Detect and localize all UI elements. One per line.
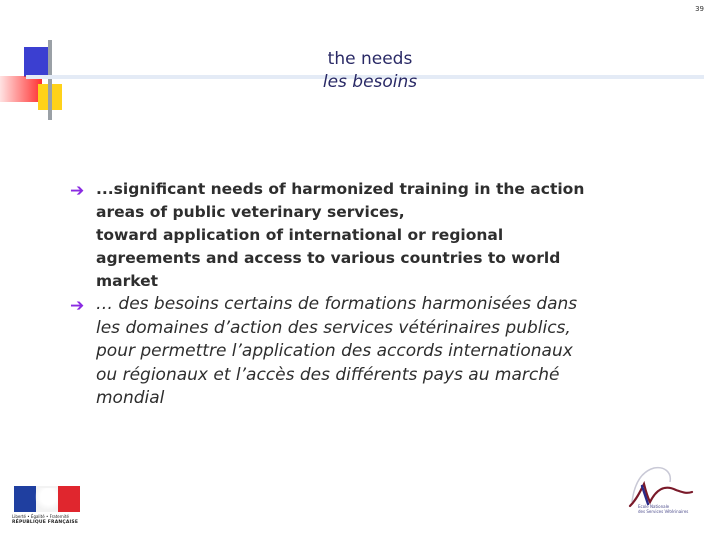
slide-title	[180, 48, 560, 94]
bullet-line: toward application of international or regional	[96, 226, 504, 244]
republic-motto: Liberté • Égalité • Fraternité	[12, 514, 69, 519]
arrow-right-icon: ➔	[70, 181, 85, 201]
bullet-line: les domaines d’action des services vétérinaires publics,	[96, 317, 571, 338]
bullet-line: ...significant needs of harmonized training in the action	[96, 180, 585, 198]
bullet-line: … des besoins certains de formations harmonisées dans	[96, 294, 578, 314]
bullet-line: areas of public veterinary services,	[96, 203, 405, 221]
bullet-english	[70, 178, 690, 293]
title-english: the needs	[327, 49, 413, 69]
bullet-french	[70, 293, 690, 411]
school-name	[638, 504, 688, 514]
decorative-blue-square	[24, 47, 48, 77]
republique-francaise-logo	[12, 483, 84, 528]
bullet-line: mondial	[96, 388, 165, 408]
school-name-line: Ecole Nationale	[638, 504, 670, 509]
bullet-line: pour permettre l’application des accords internationaux	[96, 341, 573, 361]
bullet-list	[70, 178, 690, 411]
school-name-line: des Services Vétérinaires	[638, 509, 689, 514]
marianne-icon	[34, 488, 58, 510]
slide-number: 39	[695, 5, 704, 13]
school-logo	[620, 462, 700, 522]
republic-name: RÉPUBLIQUE FRANÇAISE	[12, 520, 79, 525]
bullet-line: ou régionaux et l’accès des différents pays au marché	[96, 364, 560, 385]
arrow-right-icon: ➔	[70, 296, 85, 316]
bullet-line: market	[96, 272, 159, 290]
bullet-line: agreements and access to various countries to world	[96, 249, 561, 267]
decorative-vertical-line	[48, 40, 52, 120]
title-french: les besoins	[322, 72, 418, 92]
decorative-red-square	[0, 76, 42, 102]
